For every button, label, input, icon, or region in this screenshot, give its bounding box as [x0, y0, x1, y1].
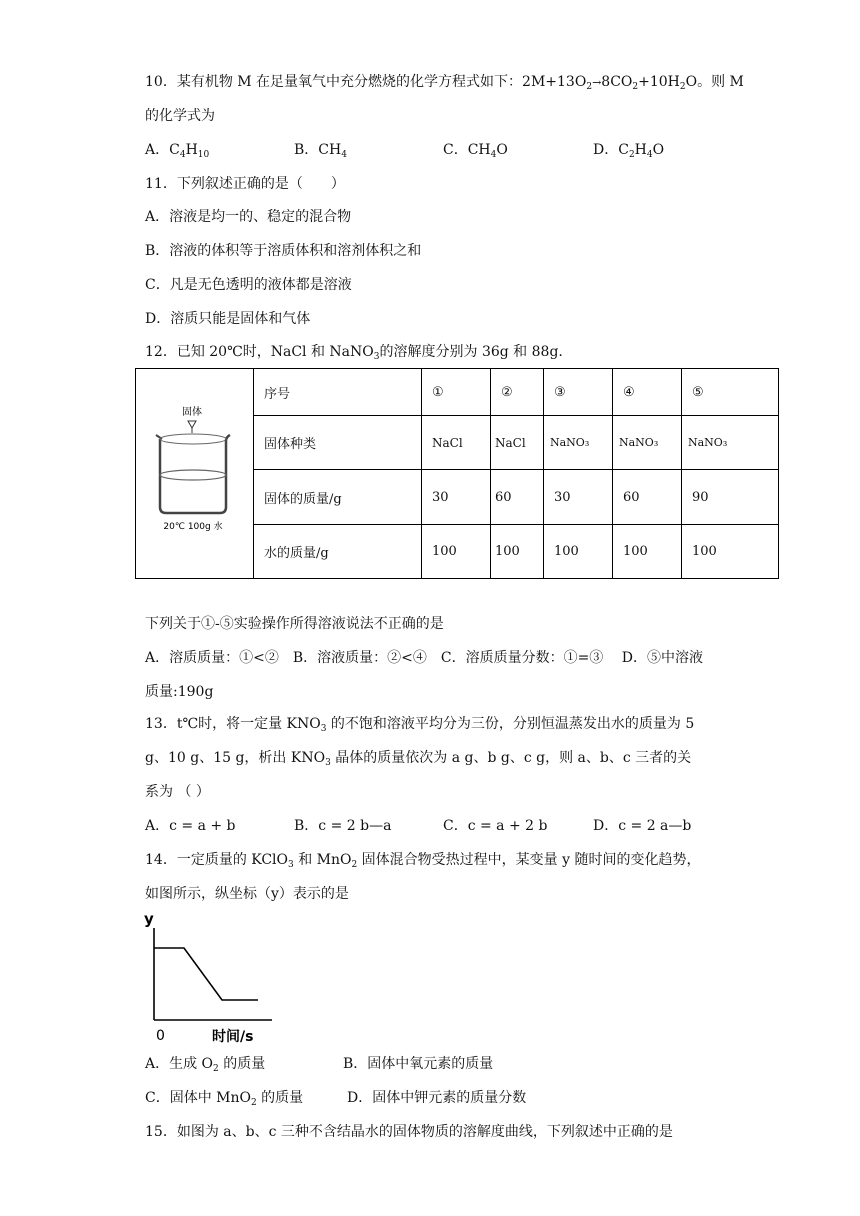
q10-text-a: 10．某有机物 M 在足量氧气中充分燃烧的化学方程式如下：2M+13O [145, 74, 587, 90]
q11-option-a[interactable]: A．溶液是均一的、稳定的混合物 [145, 209, 352, 225]
q11-option-d[interactable]: D．溶质只能是固体和气体 [145, 311, 311, 327]
q13-line1: 13．t℃时，将一定量 $KNO_3$ 的不饱和溶液平均分为三份，分别恒温蒸发出水的质量为 5 [145, 716, 695, 734]
q13-option-a[interactable]: A．c = a + b [145, 818, 236, 834]
q14-graph [140, 908, 280, 1048]
graph-origin: 0 [156, 1028, 165, 1044]
q14-line1: 14．一定质量的 KClO$_3$ 和 MnO$_2$ 固体混合物受热过程中，某变量 y 随时间的变化趋势， [145, 852, 701, 870]
cell-solid-3: 30 [544, 470, 613, 524]
q10-line2: 的化学式为 [145, 108, 215, 124]
beaker-solid-label: 固体 [182, 407, 202, 418]
beaker-caption: 20℃ 100g 水 [163, 522, 223, 532]
header-3: ③ [544, 369, 613, 416]
q13-option-c[interactable]: C．c = a + 2 b [443, 818, 548, 834]
cell-water-3: 100 [544, 524, 613, 578]
graph-curve [154, 948, 258, 1000]
q14-option-b[interactable]: B．固体中氧元素的质量 [343, 1056, 494, 1072]
header-1: ① [422, 369, 491, 416]
q13-line3: 系为 （ ） [145, 784, 210, 800]
beaker-figure-cell [136, 369, 254, 579]
q12-table [135, 368, 779, 579]
q15-stem: 15．如图为 a、b、c 三种不含结晶水的固体物质的溶解度曲线，下列叙述中正确的是 [145, 1124, 673, 1140]
q11-option-c[interactable]: C．凡是无色透明的液体都是溶液 [145, 277, 352, 293]
graph-x-label: 时间/s [212, 1029, 254, 1045]
cell-solid-2: 60 [491, 470, 544, 524]
cell-water-5: 100 [682, 524, 779, 578]
q11-stem: 11．下列叙述正确的是（ ） [145, 176, 345, 192]
q10-option-d[interactable]: D．$C_2H_4O$ [593, 142, 665, 160]
cell-kind-2: NaCl [491, 416, 544, 470]
row-label-solid-mass: 固体的质量/g [254, 470, 422, 524]
cell-solid-1: 30 [422, 470, 491, 524]
cell-water-2: 100 [491, 524, 544, 578]
q10-line1: 10．某有机物 M 在足量氧气中充分燃烧的化学方程式如下：$2M+13O_2\to 8CO_2+10H_2O$。则 M [145, 74, 744, 92]
graph-y-label: y [144, 910, 154, 928]
row-label-kind: 固体种类 [254, 416, 422, 470]
cell-water-4: 100 [613, 524, 682, 578]
header-2: ② [491, 369, 544, 416]
q14-line2: 如图所示，纵坐标（y）表示的是 [145, 886, 349, 902]
q13-line2: g、10 g、15 g，析出 $KNO_3$ 晶体的质量依次为 a g、b g、c g，则 a、b、c 三者的关 [145, 750, 692, 768]
q10-text-b: 。则 M [697, 74, 744, 90]
q12-stem: 12．已知 20℃时，NaCl 和 NaNO$_3$的溶解度分别为 36g 和 88g. [145, 344, 563, 362]
cell-kind-1: NaCl [422, 416, 491, 470]
q10-option-c[interactable]: C．$CH_4O$ [443, 142, 508, 160]
q10-option-a[interactable]: A．$C_4H_{10}$ [145, 142, 210, 160]
q13-option-b[interactable]: B．c = 2 b—a [294, 818, 392, 834]
cell-kind-3: NaNO₃ [544, 416, 613, 470]
cell-solid-5: 90 [682, 470, 779, 524]
q13-option-d[interactable]: D．c = 2 a—b [593, 818, 692, 834]
row-label-water-mass: 水的质量/g [254, 524, 422, 578]
q14-option-a[interactable]: A．生成 $O_2$ 的质量 [145, 1056, 266, 1074]
cell-water-1: 100 [422, 524, 491, 578]
q12-options[interactable]: A．溶质质量：①<② B．溶液质量：②<④ C．溶质质量分数：①=③ D．⑤中溶液 [145, 650, 703, 666]
header-4: ④ [613, 369, 682, 416]
beaker-icon [136, 369, 253, 574]
q14-option-d[interactable]: D．固体中钾元素的质量分数 [347, 1090, 527, 1106]
cell-solid-4: 60 [613, 470, 682, 524]
q11-option-b[interactable]: B．溶液的体积等于溶质体积和溶剂体积之和 [145, 243, 422, 259]
cell-kind-4: NaNO₃ [613, 416, 682, 470]
header-index: 序号 [254, 369, 422, 416]
q14-option-c[interactable]: C．固体中 MnO$_2$ 的质量 [145, 1090, 304, 1108]
header-5: ⑤ [682, 369, 779, 416]
q12-options-cont[interactable]: 质量:190g [145, 684, 214, 700]
q10-option-b[interactable]: B．$CH_4$ [294, 142, 347, 160]
q12-after: 下列关于①-⑤实验操作所得溶液说法不正确的是 [145, 616, 444, 632]
cell-kind-5: NaNO₃ [682, 416, 779, 470]
